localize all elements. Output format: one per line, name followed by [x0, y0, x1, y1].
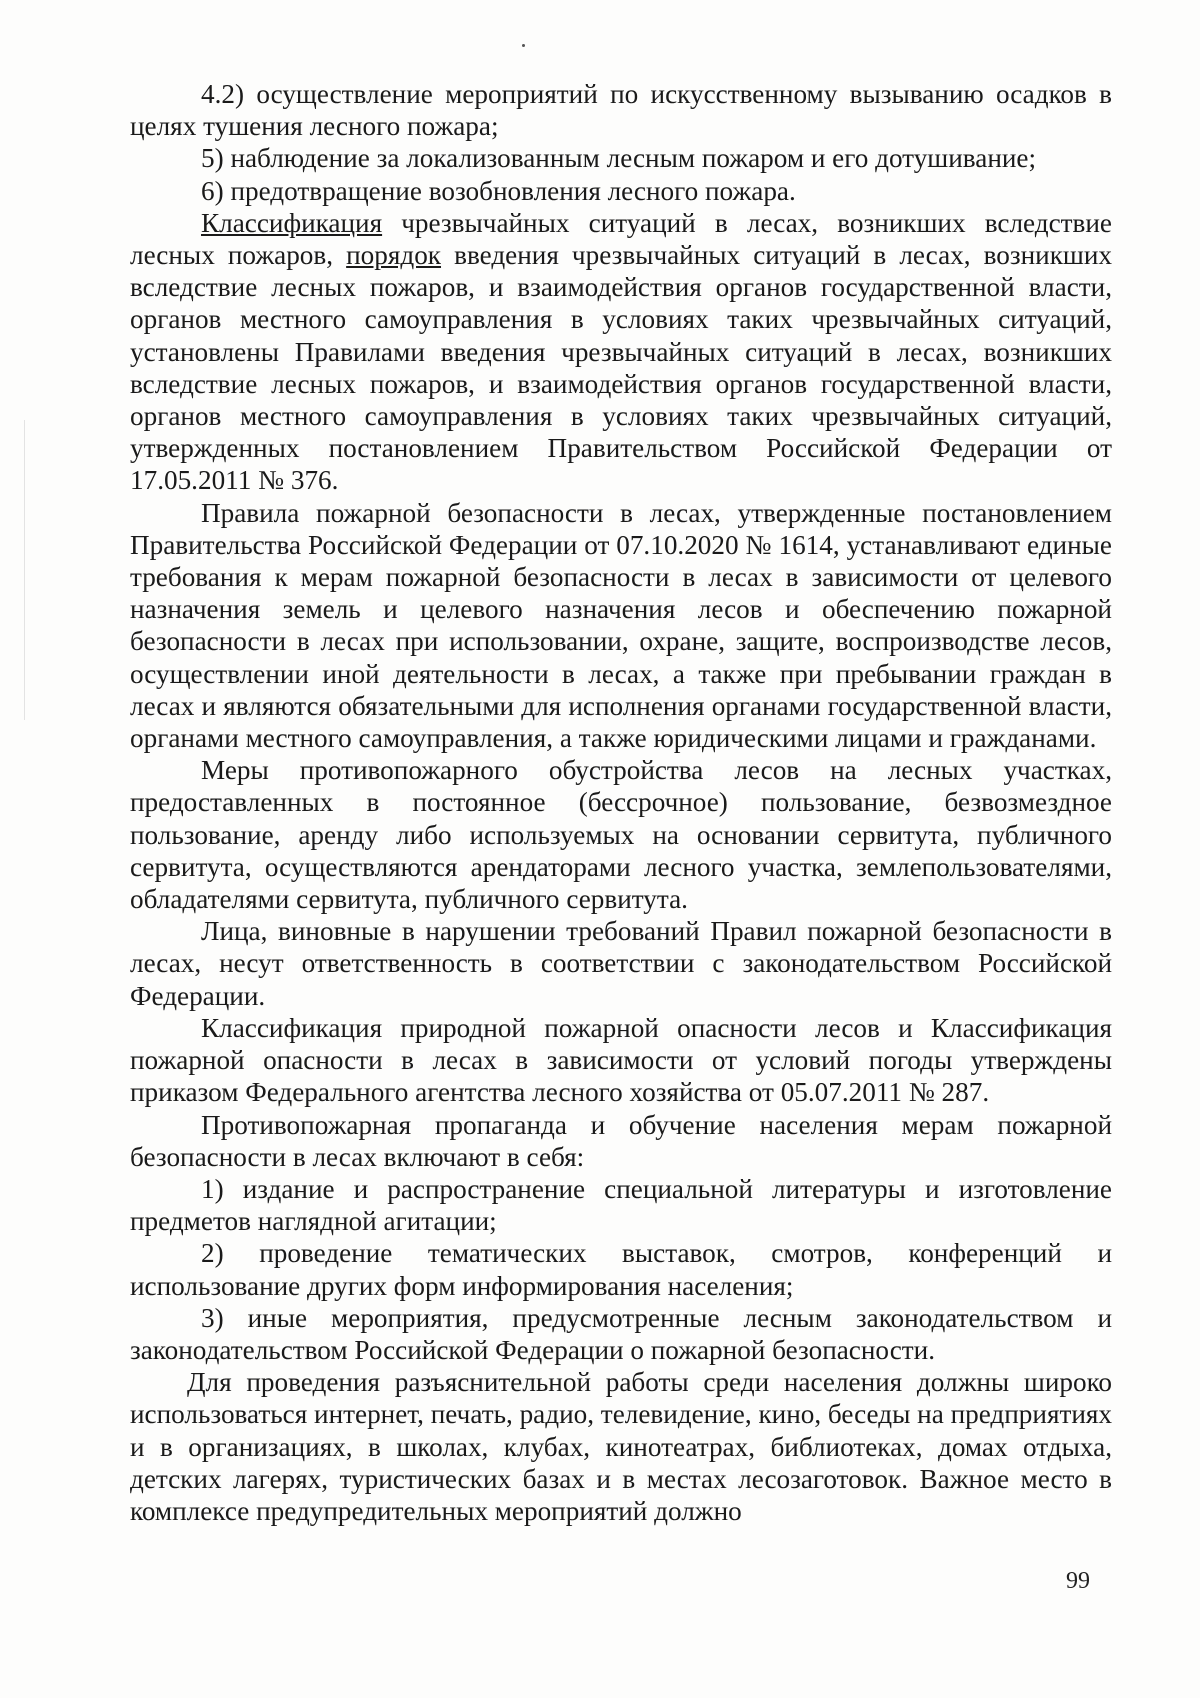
- paragraph-hazard-classification: Классификация природной пожарной опасности лесов и Классификация пожарной опасности в лесах в зависимости от условий погоды утверждены приказом Федерального агентства лесного хозяйства от 05.07.2011 № 287.: [130, 1012, 1112, 1108]
- document-body: [130, 78, 1112, 1527]
- page-number: 99: [1066, 1568, 1090, 1594]
- list-item-3: 3) иные мероприятия, предусмотренные лесным законодательством и законодательством Российской Федерации о пожарной безопасности.: [130, 1302, 1112, 1365]
- classification-text-1: чрезвычайных ситуаций в лесах, возникших вследствие лесных пожаров,: [130, 207, 1112, 271]
- paragraph-6: 6) предотвращение возобновления лесного пожара.: [201, 175, 796, 206]
- classification-text-2: введения чрезвычайных ситуаций в лесах, возникших вследствие лесных пожаров, и взаимодействия органов государственной власти, органов местного самоуправления в условиях таких чрезвычайных ситуаций, установлены Правилами введения чрезвычайных ситуаций в лесах, возникших вследствие лесных пожаров, и взаимодействия органов государственной власти, органов местного самоуправления в условиях таких чрезвычайных ситуаций, утвержденных постановлением Правительством Российской Федерации от 17.05.2011 № 376.: [130, 240, 1112, 496]
- paragraph-4-2: 4.2) осуществление мероприятий по искусственному вызыванию осадков в целях тушения лесного пожара;: [130, 79, 1112, 142]
- paragraph-fire-prevention-measures: Меры противопожарного обустройства лесов на лесных участках, предоставленных в постоянное (бессрочное) пользование, безвозмездное пользование, аренду либо используемых на основании сервитута, публичного сервитута, осуществляются арендаторами лесного участка, землепользователями, обладателями сервитута, публичного сервитута.: [130, 755, 1112, 915]
- paragraph-liability: Лица, виновные в нарушении требований Правил пожарной безопасности в лесах, несут ответственность в соответствии с законодательством Российской Федерации.: [130, 916, 1112, 1011]
- list-item-1: 1) издание и распространение специальной литературы и изготовление предметов наглядной агитации;: [130, 1173, 1112, 1237]
- scan-artifact-edge: [24, 420, 25, 720]
- paragraph-outreach: Для проведения разъяснительной работы среди населения должны широко использоваться интернет, печать, радио, телевидение, кино, беседы на предприятиях и в организациях, в школах, клубах, кинотеатрах, библиотеках, домах отдыха, детских лагерях, туристических базах и в местах лесозаготовок. Важное место в комплексе предупредительных мероприятий должно: [130, 1367, 1112, 1526]
- list-item-2: 2) проведение тематических выставок, смотров, конференций и использование других форм информирования населения;: [130, 1238, 1112, 1301]
- paragraph-5: 5) наблюдение за локализованным лесным пожаром и его дотушивание;: [201, 143, 1037, 174]
- paragraph-fire-safety-rules: Правила пожарной безопасности в лесах, утвержденные постановлением Правительства Российской Федерации от 07.10.2020 № 1614, устанавливают единые требования к мерам пожарной безопасности в лесах в зависимости от целевого назначения земель и целевого назначения лесов и обеспечению пожарной безопасности в лесах при использовании, охране, защите, воспроизводстве лесов, осуществлении иной деятельности в лесах, а также при пребывании граждан в лесах и являются обязательными для исполнения органами государственной власти, органами местного самоуправления, а также юридическими лицами и гражданами.: [130, 497, 1112, 754]
- paragraph-classification: [130, 207, 1112, 497]
- procedure-link[interactable]: порядок: [346, 240, 442, 271]
- scan-artifact-dot: [522, 44, 525, 47]
- classification-link[interactable]: Классификация: [201, 207, 383, 238]
- paragraph-propaganda: Противопожарная пропаганда и обучение населения мерам пожарной безопасности в лесах включают в себя:: [130, 1109, 1112, 1172]
